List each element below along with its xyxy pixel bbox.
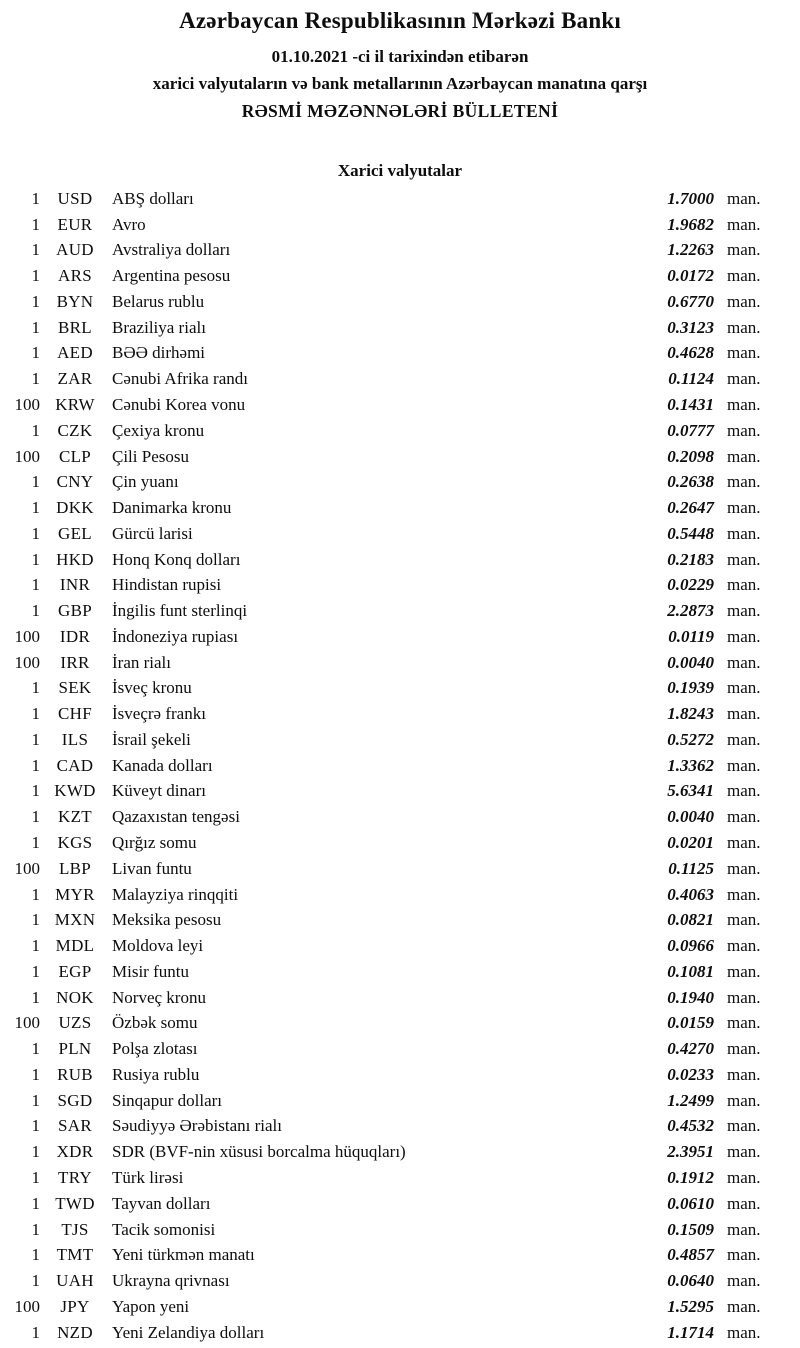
currency-code: USD <box>57 188 93 208</box>
currency-name: Çexiya kronu <box>112 420 205 440</box>
currency-code: PLN <box>58 1039 92 1059</box>
currency-row <box>0 263 800 289</box>
currency-row <box>0 598 800 624</box>
currency-name: İsrail şekeli <box>112 729 191 749</box>
currency-row <box>0 238 800 264</box>
currency-quantity: 1 <box>31 884 40 904</box>
currency-name: Yeni Zelandiya dolları <box>112 1322 265 1342</box>
unit-label: man. <box>727 240 761 260</box>
exchange-rate: 0.5272 <box>667 729 714 749</box>
currency-code: NZD <box>57 1322 93 1342</box>
currency-code: CAD <box>56 755 94 775</box>
exchange-rate: 0.4270 <box>667 1039 714 1059</box>
currency-row <box>0 1217 800 1243</box>
currency-name: Qırğız somu <box>112 833 197 853</box>
unit-label: man. <box>727 1193 761 1213</box>
currency-name: Tayvan dolları <box>112 1193 211 1213</box>
currency-code: XDR <box>56 1142 94 1162</box>
exchange-rate: 0.1940 <box>667 987 714 1007</box>
currency-code: CLP <box>58 446 92 466</box>
currency-name: Səudiyyə Ərəbistanı rialı <box>112 1116 282 1136</box>
currency-name: Belarus rublu <box>112 291 205 311</box>
currency-code: MXN <box>54 910 96 930</box>
currency-row <box>0 830 800 856</box>
exchange-rate: 0.1939 <box>667 678 714 698</box>
currency-quantity: 1 <box>31 1271 40 1291</box>
unit-label: man. <box>727 755 761 775</box>
currency-name: Türk lirəsi <box>112 1167 184 1187</box>
unit-label: man. <box>727 369 761 389</box>
exchange-rate: 1.1714 <box>667 1322 714 1342</box>
currency-row <box>0 418 800 444</box>
currency-quantity: 100 <box>14 446 40 466</box>
currency-row <box>0 1242 800 1268</box>
currency-code: UZS <box>58 1013 92 1033</box>
currency-code: NOK <box>56 987 94 1007</box>
currency-code: MYR <box>55 884 95 904</box>
exchange-rate: 0.1081 <box>667 961 714 981</box>
exchange-rate: 1.5295 <box>667 1296 714 1316</box>
exchange-rate: 1.9682 <box>667 214 714 234</box>
unit-label: man. <box>727 291 761 311</box>
currency-code: DKK <box>56 498 94 518</box>
currency-name: Honq Konq dolları <box>112 549 241 569</box>
currency-row <box>0 547 800 573</box>
currency-quantity: 1 <box>31 214 40 234</box>
currency-quantity: 1 <box>31 1090 40 1110</box>
exchange-rate: 5.6341 <box>667 781 714 801</box>
currency-name: Çili Pesosu <box>112 446 189 466</box>
currency-quantity: 1 <box>31 266 40 286</box>
unit-label: man. <box>727 498 761 518</box>
currency-quantity: 1 <box>31 317 40 337</box>
currency-code: GEL <box>58 523 92 543</box>
currency-row <box>0 1320 800 1346</box>
currency-name: Gürcü larisi <box>112 523 193 543</box>
unit-label: man. <box>727 1271 761 1291</box>
currency-quantity: 1 <box>31 498 40 518</box>
unit-label: man. <box>727 1245 761 1265</box>
currency-name: Qazaxıstan tengəsi <box>112 807 240 827</box>
currency-code: RUB <box>57 1064 93 1084</box>
currency-quantity: 1 <box>31 1219 40 1239</box>
unit-label: man. <box>727 317 761 337</box>
currency-code: KGS <box>57 833 93 853</box>
currency-name: İndoneziya rupiası <box>112 626 239 646</box>
currency-row <box>0 495 800 521</box>
bulletin-heading: RƏSMİ MƏZƏNNƏLƏRİ BÜLLETENİ <box>241 101 559 121</box>
currency-name: İsveçrə frankı <box>112 704 206 724</box>
exchange-rate: 0.0966 <box>667 936 714 956</box>
currency-name: Malayziya rinqqiti <box>112 884 239 904</box>
currency-code: KWD <box>54 781 96 801</box>
currency-code: ILS <box>61 729 89 749</box>
currency-code: CNY <box>56 472 94 492</box>
unit-label: man. <box>727 472 761 492</box>
currency-row <box>0 624 800 650</box>
currency-name: Rusiya rublu <box>112 1064 200 1084</box>
currency-code: TJS <box>61 1219 89 1239</box>
currency-name: İran rialı <box>112 652 171 672</box>
currency-code: AUD <box>56 240 94 260</box>
currency-row <box>0 1191 800 1217</box>
currency-quantity: 1 <box>31 343 40 363</box>
currency-name: Özbək somu <box>112 1013 198 1033</box>
exchange-rate: 0.1431 <box>667 395 714 414</box>
currency-name: Argentina pesosu <box>112 266 231 286</box>
currency-row <box>0 469 800 495</box>
currency-quantity: 100 <box>14 626 40 646</box>
currency-row <box>0 650 800 676</box>
currency-code: GBP <box>58 601 92 621</box>
currency-name: Cənubi Afrika randı <box>112 369 248 389</box>
unit-label: man. <box>727 678 761 698</box>
currency-row <box>0 727 800 753</box>
currency-row <box>0 212 800 238</box>
effective-date-line: 01.10.2021 -ci il tarixindən etibarən <box>271 47 529 66</box>
currency-quantity: 1 <box>31 910 40 930</box>
currency-row <box>0 366 800 392</box>
currency-name: Danimarka kronu <box>112 498 232 518</box>
bulletin-subtitle: xarici valyutaların və bank metallarının Azərbaycan manatına qarşı <box>152 74 648 93</box>
section-title-foreign-currencies: Xarici valyutalar <box>337 161 463 180</box>
currency-code: LBP <box>58 858 92 878</box>
currency-row <box>0 882 800 908</box>
currency-quantity: 1 <box>31 188 40 208</box>
unit-label: man. <box>727 1142 761 1162</box>
unit-label: man. <box>727 652 761 672</box>
currency-code: JPY <box>60 1296 90 1316</box>
currency-name: Polşa zlotası <box>112 1039 198 1059</box>
exchange-rate: 0.4857 <box>667 1245 714 1265</box>
exchange-rate: 0.0229 <box>667 575 714 595</box>
unit-label: man. <box>727 1167 761 1187</box>
unit-label: man. <box>727 188 761 208</box>
currency-quantity: 1 <box>31 729 40 749</box>
exchange-rate: 0.2183 <box>667 549 714 569</box>
exchange-rate: 0.1912 <box>667 1167 714 1187</box>
exchange-rate: 1.7000 <box>667 188 714 208</box>
exchange-rate: 0.0040 <box>667 652 714 672</box>
currency-name: Tacik somonisi <box>112 1219 216 1239</box>
currency-quantity: 1 <box>31 420 40 440</box>
currency-quantity: 1 <box>31 1142 40 1162</box>
exchange-rate: 0.4532 <box>667 1116 714 1136</box>
currency-code: ARS <box>58 266 92 286</box>
unit-label: man. <box>727 1090 761 1110</box>
exchange-rate: 0.0821 <box>667 910 714 930</box>
unit-label: man. <box>727 704 761 724</box>
unit-label: man. <box>727 729 761 749</box>
currency-quantity: 1 <box>31 549 40 569</box>
unit-label: man. <box>727 343 761 363</box>
currency-name: Ukrayna qrivnası <box>112 1271 230 1291</box>
currency-code: HKD <box>56 549 94 569</box>
currency-quantity: 1 <box>31 1322 40 1342</box>
currency-code: EUR <box>57 214 93 234</box>
currency-code: TMT <box>56 1245 94 1265</box>
currency-quantity: 1 <box>31 575 40 595</box>
currency-quantity: 1 <box>31 781 40 801</box>
currency-quantity: 1 <box>31 291 40 311</box>
exchange-rate: 0.0040 <box>667 807 714 827</box>
currency-row <box>0 444 800 470</box>
currency-code: SEK <box>58 678 92 698</box>
currency-quantity: 1 <box>31 472 40 492</box>
currency-code: BYN <box>56 291 94 311</box>
currency-quantity: 1 <box>31 987 40 1007</box>
exchange-rate: 0.0172 <box>667 266 714 286</box>
currency-quantity: 1 <box>31 523 40 543</box>
currency-code: TRY <box>58 1167 92 1187</box>
currency-name: Braziliya rialı <box>112 317 206 337</box>
currency-quantity: 1 <box>31 961 40 981</box>
currency-name: Livan funtu <box>112 858 192 878</box>
exchange-rate: 0.4063 <box>667 884 714 904</box>
currency-name: Cənubi Korea vonu <box>112 395 246 414</box>
currency-name: Yapon yeni <box>112 1296 190 1316</box>
currency-row <box>0 753 800 779</box>
unit-label: man. <box>727 858 761 878</box>
currency-row <box>0 701 800 727</box>
currency-row <box>0 959 800 985</box>
currency-code: INR <box>59 575 91 595</box>
unit-label: man. <box>727 549 761 569</box>
currency-name: Avstraliya dolları <box>112 240 231 260</box>
unit-label: man. <box>727 910 761 930</box>
currency-name: Kanada dolları <box>112 755 213 775</box>
exchange-rate: 0.0201 <box>667 833 714 853</box>
currency-quantity: 100 <box>14 1013 40 1033</box>
currency-quantity: 1 <box>31 1039 40 1059</box>
currency-code: KZT <box>58 807 92 827</box>
currency-row <box>0 1139 800 1165</box>
currency-name: Avro <box>112 214 146 234</box>
currency-code: BRL <box>58 317 92 337</box>
currency-name: SDR (BVF-nin xüsusi borcalma hüquqları) <box>112 1142 406 1162</box>
exchange-rate: 2.3951 <box>667 1142 714 1162</box>
exchange-rate: 0.0640 <box>667 1271 714 1291</box>
unit-label: man. <box>727 420 761 440</box>
currency-name: Misir funtu <box>112 961 189 981</box>
currency-row <box>0 1011 800 1037</box>
exchange-rates-table <box>0 186 800 1345</box>
currency-row <box>0 856 800 882</box>
unit-label: man. <box>727 961 761 981</box>
exchange-rate: 0.6770 <box>667 291 714 311</box>
currency-quantity: 100 <box>14 395 40 414</box>
unit-label: man. <box>727 395 761 414</box>
currency-code: UAH <box>56 1271 94 1291</box>
currency-quantity: 1 <box>31 1245 40 1265</box>
currency-quantity: 100 <box>14 858 40 878</box>
currency-row <box>0 392 800 418</box>
currency-name: Norveç kronu <box>112 987 206 1007</box>
exchange-rate: 0.0119 <box>668 626 714 646</box>
currency-quantity: 1 <box>31 807 40 827</box>
unit-label: man. <box>727 936 761 956</box>
exchange-rate: 0.2638 <box>667 472 714 492</box>
currency-row <box>0 907 800 933</box>
exchange-rate: 0.0777 <box>667 420 714 440</box>
currency-name: Sinqapur dolları <box>112 1090 223 1110</box>
unit-label: man. <box>727 601 761 621</box>
currency-row <box>0 186 800 212</box>
currency-row <box>0 1062 800 1088</box>
currency-name: Küveyt dinarı <box>112 781 206 801</box>
exchange-rate: 0.1509 <box>667 1219 714 1239</box>
currency-code: CHF <box>58 704 92 724</box>
exchange-rate: 0.1124 <box>668 369 714 389</box>
currency-row <box>0 779 800 805</box>
currency-name: ABŞ dolları <box>112 188 194 208</box>
currency-code: IRR <box>60 652 90 672</box>
bank-title: Azərbaycan Respublikasının Mərkəzi Bankı <box>179 8 621 33</box>
unit-label: man. <box>727 266 761 286</box>
currency-code: SAR <box>58 1116 92 1136</box>
unit-label: man. <box>727 523 761 543</box>
exchange-rate: 1.2263 <box>667 240 714 260</box>
exchange-rate: 1.3362 <box>667 755 714 775</box>
unit-label: man. <box>727 1064 761 1084</box>
currency-quantity: 1 <box>31 1116 40 1136</box>
exchange-rate: 0.0159 <box>667 1013 714 1033</box>
currency-quantity: 1 <box>31 1064 40 1084</box>
exchange-rate: 0.2098 <box>667 446 714 466</box>
currency-code: KRW <box>55 395 95 414</box>
currency-quantity: 1 <box>31 678 40 698</box>
currency-row <box>0 521 800 547</box>
unit-label: man. <box>727 1116 761 1136</box>
currency-quantity: 100 <box>14 1296 40 1316</box>
currency-row <box>0 933 800 959</box>
currency-row <box>0 1114 800 1140</box>
unit-label: man. <box>727 626 761 646</box>
currency-code: SGD <box>57 1090 93 1110</box>
currency-row <box>0 341 800 367</box>
exchange-rate: 0.0233 <box>667 1064 714 1084</box>
unit-label: man. <box>727 833 761 853</box>
exchange-rate: 2.2873 <box>667 601 714 621</box>
currency-quantity: 1 <box>31 755 40 775</box>
currency-row <box>0 1088 800 1114</box>
currency-row <box>0 1165 800 1191</box>
currency-row <box>0 985 800 1011</box>
currency-row <box>0 315 800 341</box>
currency-quantity: 1 <box>31 240 40 260</box>
exchange-rate: 1.2499 <box>667 1090 714 1110</box>
exchange-rate: 0.4628 <box>667 343 714 363</box>
currency-row <box>0 804 800 830</box>
currency-row <box>0 1294 800 1320</box>
exchange-rate: 0.1125 <box>668 858 714 878</box>
unit-label: man. <box>727 781 761 801</box>
currency-quantity: 1 <box>31 833 40 853</box>
unit-label: man. <box>727 446 761 466</box>
currency-quantity: 100 <box>14 652 40 672</box>
currency-name: İsveç kronu <box>112 678 192 698</box>
currency-row <box>0 572 800 598</box>
currency-row <box>0 676 800 702</box>
unit-label: man. <box>727 214 761 234</box>
currency-code: IDR <box>59 626 91 646</box>
currency-code: MDL <box>55 936 95 956</box>
currency-quantity: 1 <box>31 1167 40 1187</box>
unit-label: man. <box>727 1322 761 1342</box>
unit-label: man. <box>727 1039 761 1059</box>
unit-label: man. <box>727 575 761 595</box>
currency-name: Moldova leyi <box>112 936 204 956</box>
currency-quantity: 1 <box>31 704 40 724</box>
currency-name: Hindistan rupisi <box>112 575 222 595</box>
currency-code: AED <box>57 343 93 363</box>
exchange-rate: 0.5448 <box>667 523 714 543</box>
currency-row <box>0 289 800 315</box>
currency-quantity: 1 <box>31 1193 40 1213</box>
currency-code: EGP <box>58 961 92 981</box>
exchange-rate: 0.3123 <box>667 317 714 337</box>
currency-name: BƏƏ dirhəmi <box>112 343 206 363</box>
currency-quantity: 1 <box>31 936 40 956</box>
unit-label: man. <box>727 987 761 1007</box>
currency-row <box>0 1036 800 1062</box>
unit-label: man. <box>727 1013 761 1033</box>
exchange-rate: 1.8243 <box>667 704 714 724</box>
unit-label: man. <box>727 807 761 827</box>
exchange-rate: 0.2647 <box>667 498 714 518</box>
currency-code: TWD <box>55 1193 95 1213</box>
currency-quantity: 1 <box>31 369 40 389</box>
currency-row <box>0 1268 800 1294</box>
exchange-rate: 0.0610 <box>667 1193 714 1213</box>
unit-label: man. <box>727 884 761 904</box>
currency-name: Yeni türkmən manatı <box>112 1245 255 1265</box>
currency-name: İngilis funt sterlinqi <box>112 601 248 621</box>
unit-label: man. <box>727 1296 761 1316</box>
currency-code: ZAR <box>57 369 93 389</box>
currency-quantity: 1 <box>31 601 40 621</box>
unit-label: man. <box>727 1219 761 1239</box>
currency-name: Çin yuanı <box>112 472 179 492</box>
currency-code: CZK <box>57 420 93 440</box>
currency-name: Meksika pesosu <box>112 910 222 930</box>
